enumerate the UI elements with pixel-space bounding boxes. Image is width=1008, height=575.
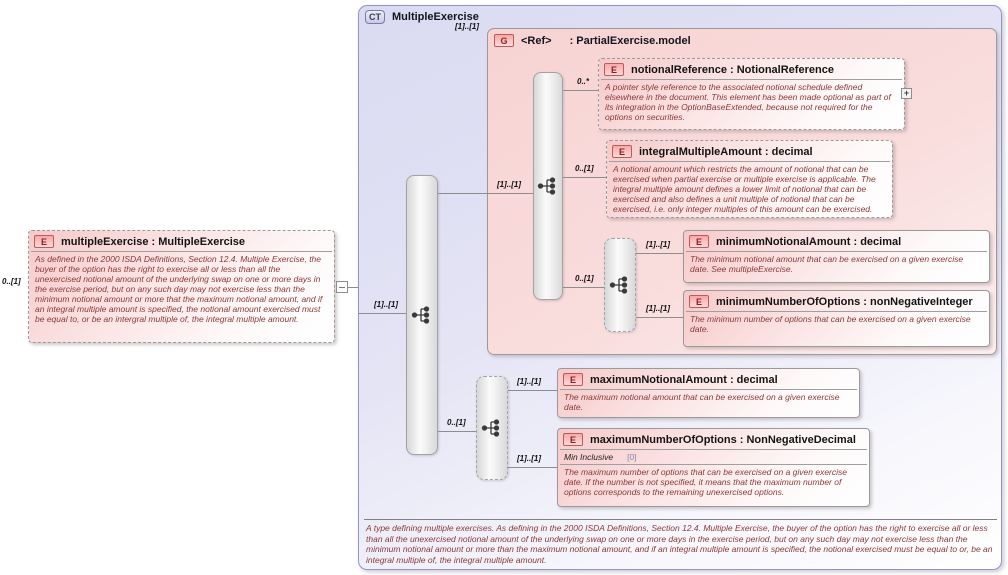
minimum-notional-element-box[interactable] xyxy=(683,230,990,283)
minimum-notional-multiplicity-label: [1]..[1] xyxy=(646,240,670,249)
compositor-bar-group[interactable] xyxy=(533,72,563,300)
maximum-notional-title: maximumNotionalAmount : decimal xyxy=(590,373,778,386)
collapse-handle-icon[interactable] xyxy=(336,281,348,293)
minimum-group-multiplicity-label: 0..[1] xyxy=(575,274,594,283)
group-badge-icon: G xyxy=(494,34,514,47)
element-badge-icon: E xyxy=(612,145,632,158)
minimum-notional-title-row[interactable] xyxy=(684,231,989,251)
connector-to-notional-reference xyxy=(563,90,598,91)
group-name: <Ref> xyxy=(521,34,552,47)
notional-reference-multiplicity-label: 0..* xyxy=(577,77,590,86)
maximum-number-element-box[interactable] xyxy=(557,428,870,507)
complex-type-doc: A type defining multiple exercises. As defining in the 2000 ISDA Definitions, Section 12.4. Multiple Exercise, the buyer of the option has the right to exercise all or less than all the unexercised notional amount of the underlying swap on one or more days in the exercise period, but on any such day may not exercise less than the minimum notional amount or more than the maximum notional amount, and if an integral multiple amount is specified, the notional exercised must be equal to or, be an integral multiple of, the integral multiple amount. xyxy=(364,519,997,565)
element-badge-icon: E xyxy=(563,373,583,386)
connector-to-integral-multiple xyxy=(563,177,606,178)
group-content-multiplicity-label: [1]..[1] xyxy=(497,180,521,189)
maximum-notional-title-row[interactable] xyxy=(558,369,859,389)
integral-multiple-multiplicity-label: 0..[1] xyxy=(575,164,594,173)
notional-reference-title-row[interactable] xyxy=(599,59,904,79)
compositor-icon xyxy=(609,276,631,294)
group-type: : PartialExercise.model xyxy=(569,34,691,47)
group-multiplicity-label: [1]..[1] xyxy=(455,22,479,31)
connector-to-maximum-notional xyxy=(508,390,557,391)
integral-multiple-title: integralMultipleAmount : decimal xyxy=(639,145,813,158)
connector-to-maximum-number xyxy=(508,467,557,468)
minimum-notional-doc: The minimum notional amount that can be exercised on a given exercise date. See multipleExercise. xyxy=(690,254,964,274)
multiple-exercise-title: multipleExercise : MultipleExercise xyxy=(61,235,246,248)
element-badge-icon: E xyxy=(604,63,624,76)
element-badge-icon: E xyxy=(563,433,583,446)
connector-to-minimum-group xyxy=(563,287,604,288)
connector-root-to-ct xyxy=(348,287,358,288)
connector-to-minimum-notional xyxy=(636,253,683,254)
minimum-number-title: minimumNumberOfOptions : nonNegativeInteger xyxy=(716,295,973,308)
complex-type-title: MultipleExercise xyxy=(392,11,479,23)
compositor-icon xyxy=(411,306,433,324)
compositor-icon xyxy=(537,177,559,195)
element-badge-icon: E xyxy=(689,235,709,248)
connector-to-minimum-number xyxy=(636,317,683,318)
maximum-group-multiplicity-label: 0..[1] xyxy=(447,418,466,427)
element-badge-icon: E xyxy=(689,295,709,308)
notional-reference-doc: A pointer style reference to the associated notional schedule defined elsewhere in the document. This element has been made optional as part of its integration in the OptionBaseExtended, because not required for the options on securities. xyxy=(605,82,891,122)
minimum-number-element-box[interactable] xyxy=(683,290,990,347)
minimum-number-multiplicity-label: [1]..[1] xyxy=(646,304,670,313)
notional-reference-element-box[interactable] xyxy=(598,58,905,130)
maximum-number-doc: The maximum number of options that can be exercised on a given exercise date. If the number is not specified, it means that the maximum number of options corresponds to the remaining unexercised options. xyxy=(564,467,848,497)
complex-type-badge-icon: CT xyxy=(365,10,385,24)
expand-handle-icon[interactable]: + xyxy=(901,88,912,99)
facet-name: Min Inclusive xyxy=(564,452,614,462)
element-badge-icon: E xyxy=(34,235,54,248)
maximum-notional-multiplicity-label: [1]..[1] xyxy=(517,377,541,386)
multiple-exercise-title-row[interactable] xyxy=(29,231,334,251)
maximum-number-title-row[interactable] xyxy=(558,429,869,449)
compositor-bar-minimum-group[interactable] xyxy=(604,238,636,332)
minimum-number-doc: The minimum number of options that can be exercised on a given exercise date. xyxy=(690,314,971,334)
integral-multiple-doc: A notional amount which restricts the amount of notional that can be exercised when partial exercise or multiple exercise is applicable. The integral multiple amount defines a lower limit of notional that can be exercised and also defines a unit multiple of notional that can be exercised, i.e. only integer multiples of this amount can be exercised. xyxy=(613,164,876,214)
compositor-bar-maximum-group[interactable] xyxy=(476,376,508,480)
group-header[interactable] xyxy=(494,34,691,47)
root-multiplicity-label: 0..[1] xyxy=(2,277,21,286)
ct-entry-multiplicity-label: [1]..[1] xyxy=(374,300,398,309)
connector-main-to-group xyxy=(438,193,533,194)
notional-reference-title: notionalReference : NotionalReference xyxy=(631,63,834,76)
compositor-icon xyxy=(481,419,503,437)
maximum-notional-element-box[interactable] xyxy=(557,368,860,418)
minimum-number-title-row[interactable] xyxy=(684,291,989,311)
facet-value: [0] xyxy=(627,452,637,462)
connector-ct-entry xyxy=(359,313,406,314)
facet-row xyxy=(558,450,869,464)
integral-multiple-element-box[interactable] xyxy=(606,140,893,218)
maximum-number-title: maximumNumberOfOptions : NonNegativeDecimal xyxy=(590,433,856,446)
connector-main-to-maximum-group xyxy=(438,431,476,432)
integral-multiple-title-row[interactable] xyxy=(607,141,892,161)
minimum-notional-title: minimumNotionalAmount : decimal xyxy=(716,235,902,248)
multiple-exercise-doc: As defined in the 2000 ISDA Definitions, Section 12.4. Multiple Exercise, the buyer of the option has the right to exercise all or less than all the unexercised notional amount of the underlying swap on one or more days in the exercise period, but on any such day may not exercise less than the minimum notional amount or more that the maximum notional amount, and if an integral multiple amount is specified, the notional amount exercised must be equal to, or be an intergral multiple of, the integral multiple amount. xyxy=(35,254,323,324)
multiple-exercise-element-box[interactable] xyxy=(28,230,335,343)
maximum-number-multiplicity-label: [1]..[1] xyxy=(517,454,541,463)
maximum-notional-doc: The maximum notional amount that can be exercised on a given exercise date. xyxy=(564,392,840,412)
compositor-bar-main[interactable] xyxy=(406,175,438,455)
